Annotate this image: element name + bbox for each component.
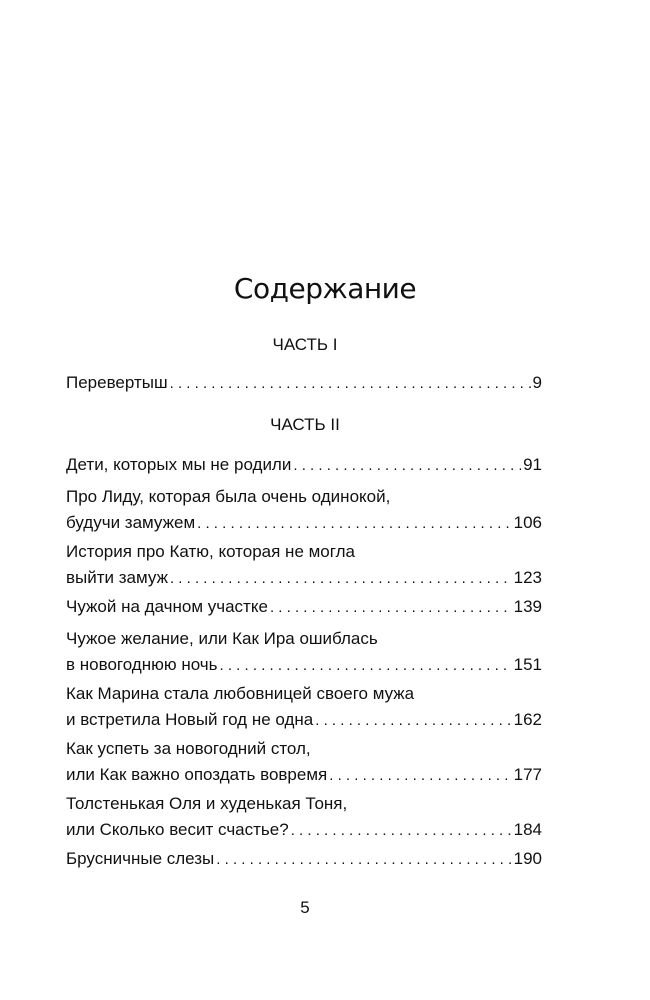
entry-title-line1: Про Лиду, которая была очень одинокой, (66, 487, 391, 506)
toc-entry[interactable] (66, 594, 542, 621)
entry-title: и встретила Новый год не одна (66, 710, 314, 729)
page-number: 151 (513, 655, 542, 674)
toc-entry[interactable] (66, 681, 542, 734)
dot-leader (214, 847, 511, 873)
page-number: 184 (513, 820, 542, 839)
entry-title: или Как важно опоздать вовремя (66, 765, 328, 784)
dot-leader (218, 653, 512, 679)
page-number: 123 (513, 568, 542, 587)
entry-title: будучи замужем (66, 513, 196, 532)
page-number: 190 (513, 849, 542, 868)
entry-title: или Сколько весит счастье? (66, 820, 289, 839)
page-number: 91 (523, 455, 542, 474)
entry-title: в новогоднюю ночь (66, 655, 218, 674)
entry-title: Брусничные слезы (66, 849, 215, 868)
dot-leader (313, 708, 511, 734)
entry-title: Чужой на дачном участке (66, 597, 268, 616)
entry-title-line1: Как успеть за новогодний стол, (66, 739, 311, 758)
dot-leader (327, 763, 511, 789)
page-folio: 5 (300, 898, 310, 917)
entry-title-line1: Чужое желание, или Как Ира ошиблась (66, 629, 378, 648)
entry-title: Дети, которых мы не родили (66, 455, 292, 474)
dot-leader (195, 511, 511, 537)
toc-entry[interactable] (66, 846, 542, 873)
page-number: 139 (513, 597, 542, 616)
entry-title-line1: Как Марина стала любовницей своего мужа (66, 684, 415, 703)
page-number: 162 (513, 710, 542, 729)
part-heading: ЧАСТЬ I (272, 335, 338, 354)
page-number: 106 (513, 513, 542, 532)
toc-entry[interactable] (66, 736, 542, 789)
entry-title-line1: История про Катю, которая не могла (66, 542, 355, 561)
toc-entry[interactable] (66, 539, 542, 592)
toc-entry[interactable] (66, 452, 542, 479)
dot-leader (168, 371, 531, 397)
page-number: 9 (532, 373, 542, 392)
page-number: 177 (513, 765, 542, 784)
entry-title: Перевертыш (66, 373, 168, 392)
entry-title-line1: Толстенькая Оля и худенькая Тоня, (66, 794, 348, 813)
dot-leader (291, 453, 521, 479)
dot-leader (289, 818, 512, 844)
dot-leader (168, 566, 512, 592)
part-heading: ЧАСТЬ II (270, 415, 340, 434)
toc-title: Содержание (233, 272, 417, 305)
toc-entry[interactable] (66, 791, 542, 844)
dot-leader (268, 595, 512, 621)
toc-entry[interactable] (66, 626, 542, 679)
toc-entry[interactable] (66, 484, 542, 537)
entry-title: выйти замуж (66, 568, 168, 587)
toc-entry[interactable] (66, 370, 542, 397)
